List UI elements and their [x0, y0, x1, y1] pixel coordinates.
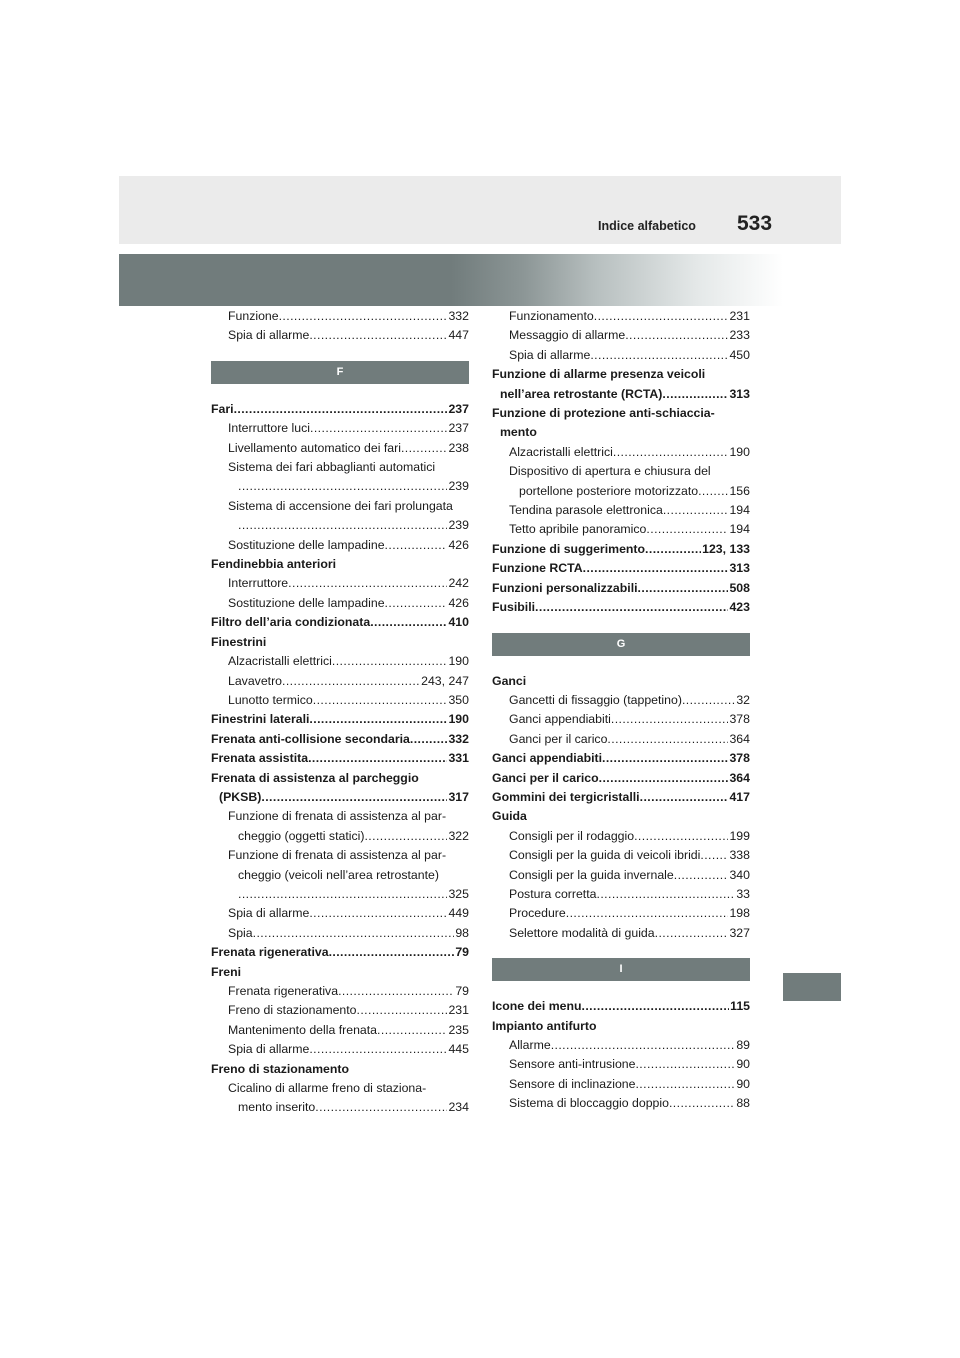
index-entry — [211, 730, 469, 749]
index-subentry — [492, 827, 750, 846]
entry-label: Spia di allarme — [228, 328, 310, 343]
page-reference: 238 — [448, 440, 469, 455]
dot-leader — [535, 598, 728, 617]
index-subentry — [211, 924, 469, 943]
index-entry — [211, 749, 469, 768]
index-entry — [492, 749, 750, 768]
letter-section-header: I — [492, 958, 750, 981]
page-reference: 231 — [448, 1003, 469, 1018]
dot-leader — [662, 385, 728, 404]
dot-leader — [607, 730, 728, 749]
dot-leader — [646, 520, 728, 539]
page-reference: 237 — [448, 421, 469, 436]
page-number: 533 — [737, 212, 773, 235]
entry-label: Consigli per la guida di veicoli ibridi — [509, 848, 701, 863]
entry-label: Fari — [211, 401, 234, 416]
page-reference: 322 — [448, 828, 469, 843]
dot-leader — [279, 307, 448, 326]
dot-leader — [370, 613, 447, 632]
entry-label: Livellamento automatico dei fari — [228, 440, 401, 455]
page-reference: 199 — [729, 828, 750, 843]
page-reference: 325 — [448, 886, 469, 901]
page-reference: 239 — [448, 479, 469, 494]
dot-leader — [332, 652, 448, 671]
dot-leader — [253, 924, 455, 943]
dot-leader — [238, 477, 447, 496]
page-reference: 231 — [729, 309, 750, 323]
index-entry — [492, 385, 750, 404]
page-reference: 417 — [729, 789, 750, 804]
index-subentry — [492, 307, 750, 326]
index-entry — [492, 540, 750, 559]
entry-label: Gommini dei tergicristalli — [492, 789, 640, 804]
dot-leader — [308, 749, 447, 768]
decorative-gradient-band — [119, 254, 841, 306]
entry-label: Sensore di inclinazione — [509, 1076, 636, 1091]
dot-leader — [309, 1040, 447, 1059]
index-heading: Freni — [211, 964, 242, 979]
page-reference: 447 — [448, 328, 469, 343]
page-reference: 234 — [448, 1100, 469, 1115]
entry-label: Ganci appendiabiti — [509, 712, 611, 727]
index-subentry — [211, 672, 469, 691]
page-reference: 156 — [729, 483, 750, 498]
page-reference: 33 — [736, 886, 750, 901]
page-reference: 32 — [736, 692, 750, 707]
dot-leader — [635, 1075, 735, 1094]
dot-leader — [566, 904, 729, 923]
entry-label: Lavavetro — [228, 673, 283, 688]
entry-label: (PKSB) — [219, 789, 262, 804]
page-reference: 423 — [729, 600, 750, 615]
page-reference: 90 — [736, 1057, 750, 1072]
dot-leader — [613, 443, 729, 462]
entry-label: Spia di allarme — [228, 1042, 310, 1057]
entry-label: Selettore modalità di guida — [509, 925, 655, 940]
index-subentry — [492, 924, 750, 943]
page-reference: 79 — [455, 945, 469, 960]
entry-label: Consigli per la guida invernale — [509, 867, 674, 882]
entry-label: Ganci per il carico — [509, 731, 608, 746]
entry-label: Tendina parasole elettronica — [509, 503, 663, 518]
entry-label: Sensore anti-intrusione — [509, 1057, 636, 1072]
index-subentry — [492, 885, 750, 904]
index-entry — [211, 943, 469, 962]
entry-label: Alzacristalli elettrici — [228, 654, 332, 669]
page-reference: 198 — [729, 906, 750, 921]
index-column-right — [492, 307, 750, 1114]
page-reference: 508 — [729, 580, 750, 595]
index-subentry — [211, 516, 469, 535]
index-subentry — [211, 982, 469, 1001]
entry-label: Spia — [228, 925, 253, 940]
entry-label: Frenata rigenerativa — [228, 984, 339, 998]
page-reference: 378 — [729, 751, 750, 766]
dot-leader — [590, 346, 728, 365]
page-reference: 426 — [448, 537, 469, 552]
page-reference: 90 — [736, 1076, 750, 1091]
index-entry — [211, 788, 469, 807]
index-subentry — [211, 326, 469, 345]
chapter-edge-tab — [783, 973, 841, 1001]
index-entry — [492, 769, 750, 788]
index-subentry-text: Sistema dei fari abbaglianti automatici — [228, 460, 436, 475]
entry-label: Interruttore — [228, 576, 289, 591]
dot-leader — [313, 691, 448, 710]
entry-label: Postura corretta — [509, 886, 597, 901]
index-subentry — [492, 346, 750, 365]
page-reference: 190 — [729, 444, 750, 459]
entry-label: Finestrini laterali — [211, 712, 310, 727]
dot-leader — [329, 943, 455, 962]
page-reference: 235 — [448, 1022, 469, 1037]
dot-leader — [594, 307, 729, 326]
page-reference: 313 — [729, 386, 750, 401]
dot-leader — [582, 997, 730, 1016]
page-reference: 327 — [729, 925, 750, 940]
dot-leader — [410, 730, 448, 749]
index-entry — [492, 788, 750, 807]
page-reference: 338 — [729, 848, 750, 863]
index-heading: Funzione di allarme presenza veicoli — [492, 367, 706, 382]
index-heading: mento — [500, 425, 537, 440]
index-entry — [492, 579, 750, 598]
letter-section-header: G — [492, 633, 750, 656]
dot-leader — [663, 501, 729, 520]
entry-label: Messaggio di allarme — [509, 328, 626, 343]
entry-label: portellone posteriore motorizzato — [519, 483, 699, 498]
page-reference: 243, 247 — [421, 673, 469, 688]
dot-leader — [599, 769, 729, 788]
index-subentry — [492, 501, 750, 520]
index-entry — [211, 613, 469, 632]
dot-leader — [288, 574, 447, 593]
page-reference: 364 — [729, 731, 750, 746]
dot-leader — [700, 846, 728, 865]
index-subentry — [211, 652, 469, 671]
page-reference: 340 — [729, 867, 750, 882]
index-subentry — [492, 1036, 750, 1055]
dot-leader — [338, 982, 454, 1001]
entry-label: mento inserito — [238, 1100, 316, 1115]
page-reference: 89 — [736, 1038, 750, 1052]
index-subentry — [211, 574, 469, 593]
index-subentry — [211, 827, 469, 846]
dot-leader — [669, 1094, 735, 1113]
dot-leader — [385, 536, 448, 555]
entry-label: Freno di stazionamento — [228, 1003, 357, 1018]
dot-leader — [645, 540, 701, 559]
index-subentry — [492, 691, 750, 710]
page-reference: 317 — [448, 789, 469, 804]
dot-leader — [401, 439, 448, 458]
index-heading: Funzione di protezione anti-schiaccia- — [492, 406, 715, 421]
page-reference: 445 — [448, 1042, 469, 1057]
dot-leader — [583, 559, 729, 578]
dot-leader — [309, 326, 447, 345]
dot-leader — [357, 1001, 448, 1020]
entry-label: nell’area retrostante (RCTA) — [500, 386, 663, 401]
index-subentry — [211, 439, 469, 458]
index-heading: Finestrini — [211, 634, 267, 649]
dot-leader — [377, 1021, 447, 1040]
index-subentry — [492, 730, 750, 749]
entry-label: Fusibili — [492, 600, 536, 615]
dot-leader — [655, 924, 729, 943]
dot-leader — [385, 594, 448, 613]
index-subentry — [492, 1055, 750, 1074]
dot-leader — [282, 672, 420, 691]
page-reference: 313 — [729, 561, 750, 576]
dot-leader — [238, 516, 447, 535]
entry-label: Tetto apribile panoramico — [509, 522, 647, 537]
page-reference: 115 — [730, 999, 750, 1014]
index-subentry-text: Sistema di accensione dei fari prolungata — [228, 498, 453, 513]
index-heading: Freno di stazionamento — [211, 1061, 350, 1076]
entry-label: Frenata rigenerativa — [211, 945, 329, 960]
entry-label: Funzione di suggerimento — [492, 541, 646, 556]
entry-label: Funzionamento — [509, 309, 594, 323]
page-reference: 332 — [448, 309, 469, 323]
entry-label: Mantenimento della frenata — [228, 1022, 378, 1037]
index-subentry — [211, 536, 469, 555]
page-reference: 190 — [448, 654, 469, 669]
index-subentry-text: cheggio (veicoli nell’area retrostante) — [238, 867, 439, 882]
index-entry — [211, 710, 469, 729]
dot-leader — [674, 866, 729, 885]
dot-leader — [611, 710, 729, 729]
page-reference: 449 — [448, 906, 469, 921]
page-reference: 331 — [448, 751, 469, 766]
index-entry — [492, 559, 750, 578]
index-heading: Guida — [492, 809, 527, 824]
entry-label: Funzioni personalizzabili — [492, 580, 638, 595]
entry-label: Funzione RCTA — [492, 561, 583, 576]
dot-leader — [596, 885, 735, 904]
index-subentry — [211, 904, 469, 923]
index-subentry — [492, 710, 750, 729]
page-reference: 123, 133 — [702, 541, 750, 556]
index-subentry-text: Cicalino di allarme freno di staziona- — [228, 1081, 427, 1096]
dot-leader — [551, 1036, 736, 1055]
entry-label: cheggio (oggetti statici) — [238, 828, 365, 843]
entry-label: Ganci per il carico — [492, 770, 599, 785]
dot-leader — [309, 710, 447, 729]
index-subentry — [211, 307, 469, 326]
index-subentry — [492, 1094, 750, 1113]
entry-label: Frenata anti-collisione secondaria — [211, 731, 410, 746]
index-subentry — [492, 482, 750, 501]
dot-leader — [635, 1055, 735, 1074]
page-reference: 194 — [729, 522, 750, 537]
index-subentry — [211, 594, 469, 613]
index-entry — [492, 598, 750, 617]
page-reference: 364 — [729, 770, 750, 785]
page-reference: 190 — [448, 712, 469, 727]
dot-leader — [310, 419, 447, 438]
page-reference: 332 — [448, 731, 469, 746]
dot-leader — [315, 1098, 447, 1117]
section-gap — [211, 346, 469, 361]
entry-label: Sostituzione delle lampadine — [228, 595, 385, 610]
index-subentry — [492, 904, 750, 923]
page-reference: 237 — [448, 401, 469, 416]
index-subentry — [492, 866, 750, 885]
header-band — [119, 176, 841, 244]
dot-leader — [682, 691, 735, 710]
section-gap — [492, 943, 750, 958]
entry-label: Filtro dell’aria condizionata — [211, 615, 371, 630]
index-subentry — [211, 1001, 469, 1020]
dot-leader — [261, 788, 447, 807]
section-gap — [492, 618, 750, 633]
entry-label: Spia di allarme — [509, 347, 591, 362]
dot-leader — [234, 400, 448, 419]
index-subentry — [492, 326, 750, 345]
page-reference: 350 — [448, 692, 469, 707]
index-subentry — [492, 443, 750, 462]
index-subentry-text: Funzione di frenata di assistenza al par- — [228, 809, 447, 824]
index-subentry — [492, 1075, 750, 1094]
page-reference: 450 — [729, 347, 750, 362]
entry-label: Spia di allarme — [228, 906, 310, 921]
dot-leader — [640, 788, 729, 807]
section-title: Indice alfabetico — [598, 219, 696, 233]
index-subentry — [211, 1098, 469, 1117]
entry-label: Gancetti di fissaggio (tappetino) — [509, 692, 682, 707]
entry-label: Ganci appendiabiti — [492, 751, 603, 766]
index-column-left — [211, 307, 469, 1118]
page-reference: 378 — [729, 712, 750, 727]
dot-leader — [238, 885, 447, 904]
entry-label: Allarme — [509, 1038, 551, 1052]
index-subentry-text: Funzione di frenata di assistenza al par- — [228, 848, 447, 863]
page-reference: 233 — [729, 328, 750, 343]
page-reference: 79 — [455, 984, 469, 998]
letter-section-header: F — [211, 361, 469, 384]
entry-label: Consigli per il rodaggio — [509, 828, 635, 843]
page-reference: 239 — [448, 518, 469, 533]
dot-leader — [634, 827, 728, 846]
index-entry — [492, 997, 750, 1016]
index-heading: Ganci — [492, 673, 527, 688]
page-reference: 242 — [448, 576, 469, 591]
index-entry — [211, 400, 469, 419]
index-heading: Frenata di assistenza al parcheggio — [211, 770, 419, 785]
index-subentry — [211, 691, 469, 710]
entry-label: Sistema di bloccaggio doppio — [509, 1096, 669, 1111]
index-subentry — [211, 477, 469, 496]
entry-label: Lunotto termico — [228, 692, 313, 707]
index-subentry — [211, 1021, 469, 1040]
entry-label: Frenata assistita — [211, 751, 309, 766]
index-subentry — [492, 846, 750, 865]
index-heading: Fendinebbia anteriori — [211, 557, 337, 572]
index-subentry — [211, 1040, 469, 1059]
page-reference: 410 — [448, 615, 469, 630]
entry-label: Icone dei menu — [492, 999, 582, 1014]
page-reference: 98 — [455, 925, 469, 940]
entry-label: Interruttore luci — [228, 421, 311, 436]
dot-leader — [698, 482, 728, 501]
dot-leader — [602, 749, 728, 768]
page-reference: 426 — [448, 595, 469, 610]
dot-leader — [309, 904, 447, 923]
index-subentry — [211, 419, 469, 438]
dot-leader — [638, 579, 729, 598]
index-subentry — [492, 520, 750, 539]
index-subentry-text: Dispositivo di apertura e chiusura del — [509, 464, 711, 479]
index-heading: Impianto antifurto — [492, 1018, 597, 1033]
index-subentry — [211, 885, 469, 904]
entry-label: Funzione — [228, 309, 279, 323]
dot-leader — [364, 827, 447, 846]
page-reference: 88 — [736, 1096, 750, 1111]
entry-label: Sostituzione delle lampadine — [228, 537, 385, 552]
page-reference: 194 — [729, 503, 750, 518]
entry-label: Procedure — [509, 906, 566, 921]
dot-leader — [625, 326, 728, 345]
entry-label: Alzacristalli elettrici — [509, 444, 613, 459]
